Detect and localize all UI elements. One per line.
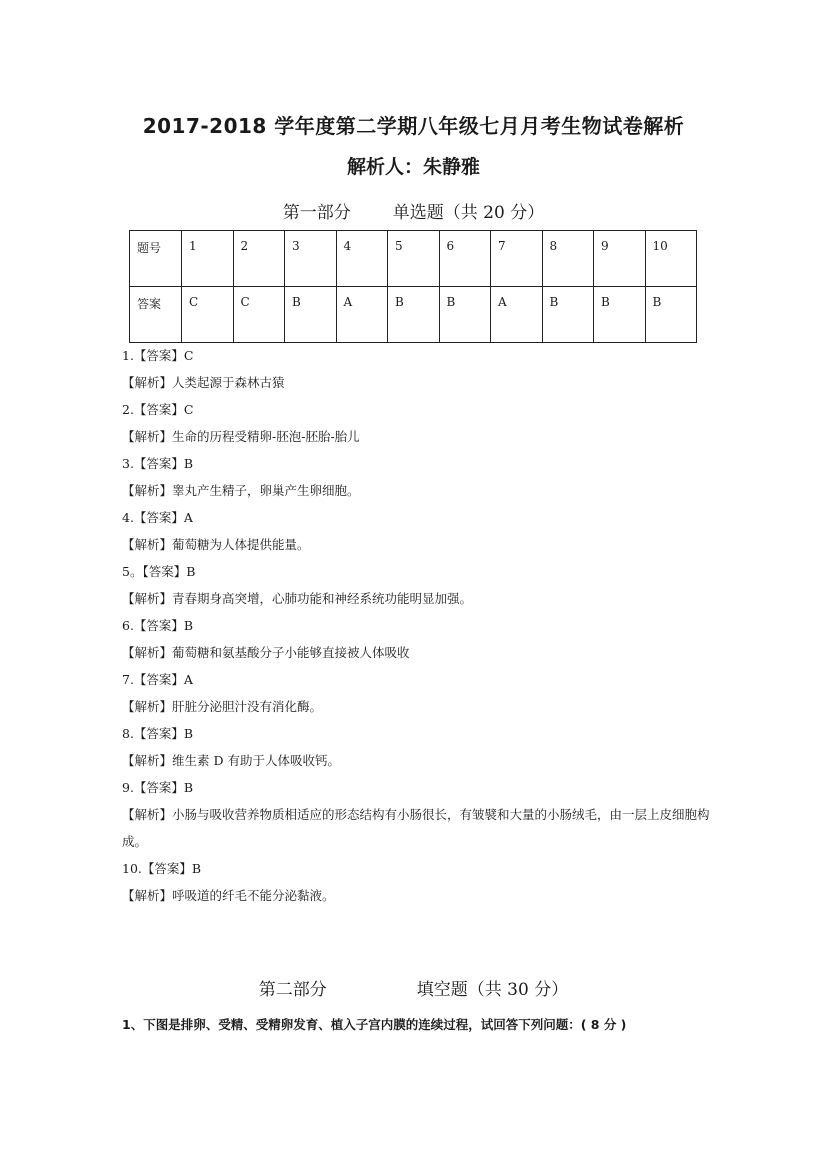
analysis-line: 【解析】呼吸道的纤毛不能分泌黏液。 <box>122 888 335 903</box>
question-number: 2 <box>233 231 285 287</box>
question-number: 9 <box>594 231 646 287</box>
question-number: 8 <box>542 231 594 287</box>
answer-cell: B <box>645 287 697 343</box>
question-number: 6 <box>439 231 491 287</box>
answer-line: 7.【答案】A <box>122 672 193 687</box>
analysis-line: 【解析】葡萄糖为人体提供能量。 <box>122 537 310 552</box>
part1-part: 第一部分 <box>282 203 351 223</box>
answer-cell: C <box>233 287 285 343</box>
analysis-line: 【解析】小肠与吸收营养物质相适应的形态结构有小肠很长，有皱襞和大量的小肠绒毛，由一层上皮细胞构成。 <box>122 807 710 849</box>
answer-line: 10.【答案】B <box>122 861 202 876</box>
question-number: 5 <box>388 231 440 287</box>
row-header-question: 题号 <box>130 231 182 287</box>
question-number: 10 <box>645 231 697 287</box>
part2-label: 填空题（共 30 分） <box>416 980 569 1000</box>
question-number: 3 <box>285 231 337 287</box>
fill-question-1: 1、下图是排卵、受精、受精卵发育、植入子宫内膜的连续过程，试回答下列问题：( 8 分 ) <box>122 1017 627 1032</box>
answer-cell: A <box>491 287 543 343</box>
part1-label: 单选题（共 20 分） <box>392 203 545 223</box>
answer-line: 2.【答案】C <box>122 402 194 417</box>
analyst-line: 解析人：朱静雅 <box>346 156 480 178</box>
question-number-row <box>130 231 697 287</box>
part1-heading <box>0 198 827 223</box>
answer-line: 4.【答案】A <box>122 510 193 525</box>
answer-cell: B <box>439 287 491 343</box>
answer-row <box>130 287 697 343</box>
analysis-line: 【解析】葡萄糖和氨基酸分子小能够直接被人体吸收 <box>122 645 410 660</box>
document-title: 2017-2018 学年度第二学期八年级七月月考生物试卷解析 <box>142 114 685 138</box>
analysis-line: 【解析】生命的历程受精卵-胚泡-胚胎-胎儿 <box>122 429 360 444</box>
answer-line: 8.【答案】B <box>122 726 194 741</box>
question-number: 1 <box>182 231 234 287</box>
question-number: 4 <box>336 231 388 287</box>
answer-cell: A <box>336 287 388 343</box>
analysis-line: 【解析】肝脏分泌胆汁没有消化酶。 <box>122 699 323 714</box>
answer-line: 6.【答案】B <box>122 618 194 633</box>
answer-line: 3.【答案】B <box>122 456 194 471</box>
part2-part: 第二部分 <box>258 980 327 1000</box>
answer-line: 9.【答案】B <box>122 780 194 795</box>
answer-cell: C <box>182 287 234 343</box>
answer-table <box>129 230 697 343</box>
question-number: 7 <box>491 231 543 287</box>
answer-cell: B <box>542 287 594 343</box>
answer-cell: B <box>285 287 337 343</box>
part2-heading <box>0 975 827 1000</box>
row-header-answer: 答案 <box>130 287 182 343</box>
analysis-line: 【解析】维生素 D 有助于人体吸收钙。 <box>122 753 340 768</box>
analysis-line: 【解析】人类起源于森林古猿 <box>122 375 285 390</box>
analysis-line: 【解析】青春期身高突增，心肺功能和神经系统功能明显加强。 <box>122 591 473 606</box>
answer-line: 1.【答案】C <box>122 348 194 363</box>
answer-line: 5。【答案】B <box>122 564 196 579</box>
explanations-list <box>122 342 712 909</box>
answer-cell: B <box>594 287 646 343</box>
answer-cell: B <box>388 287 440 343</box>
analysis-line: 【解析】睾丸产生精子，卵巢产生卵细胞。 <box>122 483 360 498</box>
